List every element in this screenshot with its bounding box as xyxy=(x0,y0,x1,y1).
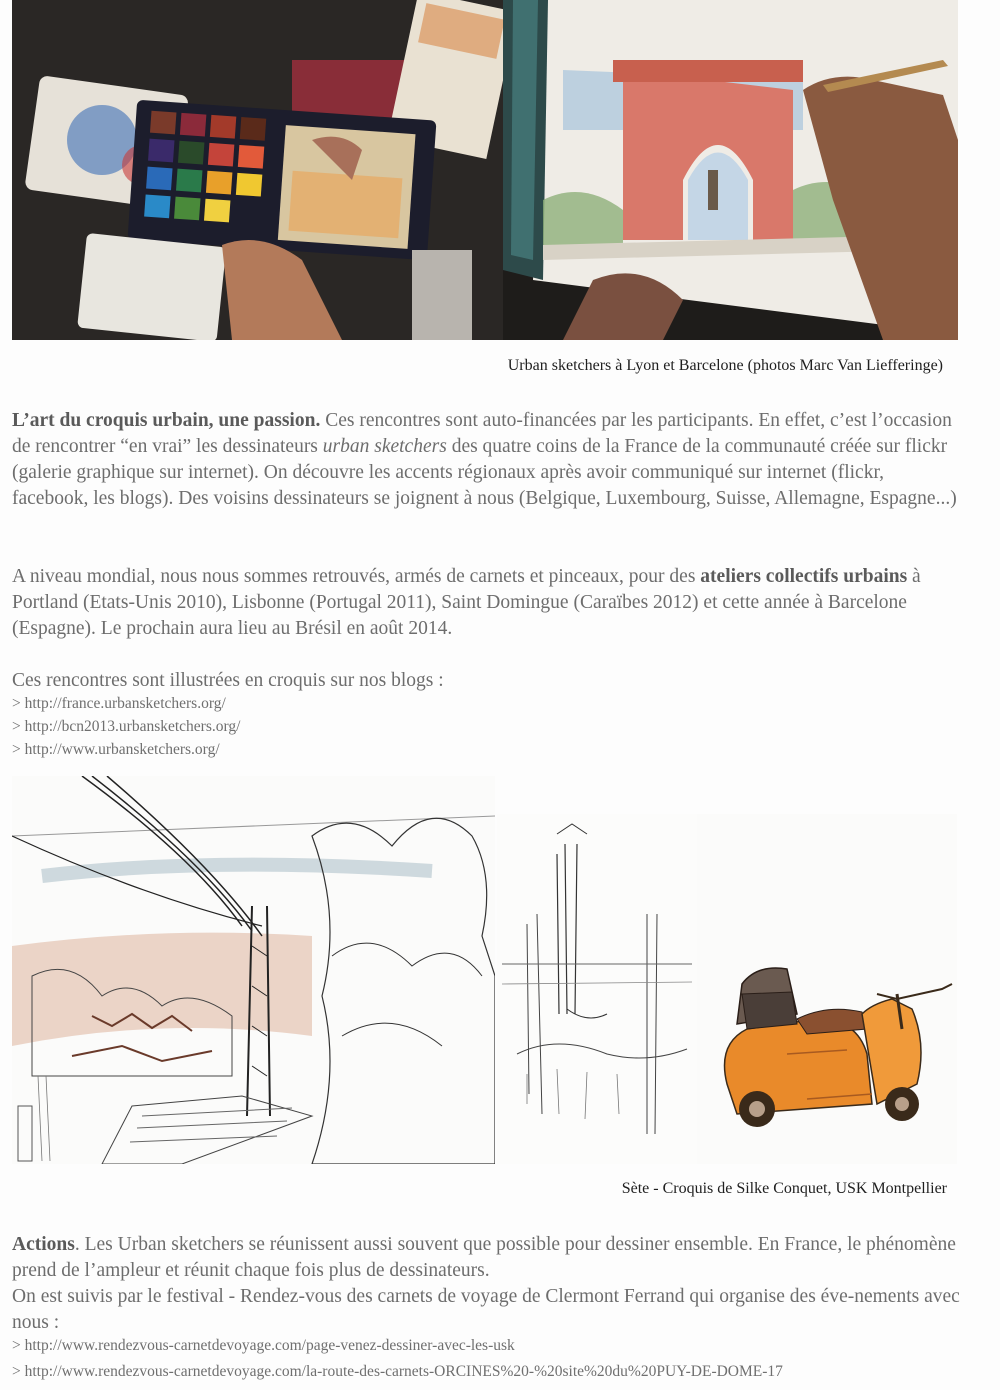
festival-link-item[interactable] xyxy=(12,1335,783,1361)
blog-link-item[interactable] xyxy=(12,717,240,740)
festival-link-route-des-carnets[interactable]: > http://www.rendezvous-carnetdevoyage.com/la-route-des-carnets-ORCINES%20-%20site%20du%20PUY-DE-DOME-17 xyxy=(12,1363,783,1380)
paragraph-text: A niveau mondial, nous nous sommes retrouvés, armés de carnets et pinceaux, pour des xyxy=(12,566,701,587)
paragraph-text: . Les Urban sketchers se réunissent aussi souvent que possible pour dessiner ensemble. En France, le phénomène prend de l’ampleur et réunit chaque fois plus de dessinateurs. xyxy=(12,1234,956,1281)
blog-link-item[interactable] xyxy=(12,694,240,717)
blog-links-list xyxy=(12,694,240,763)
photos-caption: Urban sketchers à Lyon et Barcelone (photos Marc Van Liefferinge) xyxy=(507,357,943,374)
paragraph-text: à Portland (Etats-Unis 2010), Lisbonne (Portugal 2011), Saint Domingue (Caraïbes 2012) et cette année à Barcelone (Espagne). Le prochain aura lieu au Brésil en août 2014. xyxy=(12,566,921,639)
paragraph-text: des quatre coins de la France de la communauté créée sur flickr (galerie graphique sur internet). On découvre les accents régionaux après avoir communiqué sur internet (flickr, facebook, les blogs). Des voisins dessinateurs se joignent à nous (Belgique, Luxembourg, Suisse, Allemagne, Espagne...) xyxy=(12,436,957,509)
sketches-caption: Sète - Croquis de Silke Conquet, USK Montpellier xyxy=(621,1180,947,1197)
sketch-scooter xyxy=(697,814,957,1164)
paragraph-bold: ateliers collectifs urbains xyxy=(700,566,908,587)
paragraph-actions xyxy=(12,1232,962,1336)
festival-link-item[interactable] xyxy=(12,1361,783,1387)
blogs-intro: Ces rencontres sont illustrées en croquis sur nos blogs : xyxy=(12,670,444,691)
sketch-canal-bridge xyxy=(497,814,697,1164)
blog-link-france[interactable]: > http://france.urbansketchers.org/ xyxy=(12,695,226,712)
paragraph-lead: Actions xyxy=(12,1234,75,1255)
blog-link-bcn2013[interactable]: > http://bcn2013.urbansketchers.org/ xyxy=(12,718,241,735)
festival-link-venez-dessiner[interactable]: > http://www.rendezvous-carnetdevoyage.com/page-venez-dessiner-avec-les-usk xyxy=(12,1337,515,1354)
blog-link-item[interactable] xyxy=(12,740,240,763)
blog-link-world[interactable]: > http://www.urbansketchers.org/ xyxy=(12,741,220,758)
paragraph-italic: urban sketchers xyxy=(322,436,447,457)
festival-links-list xyxy=(12,1335,783,1387)
photo-arch-sketch xyxy=(503,0,958,340)
paragraph-lead: L’art du croquis urbain, une passion. xyxy=(12,410,321,431)
sketch-sete-view xyxy=(12,776,495,1164)
paragraph-text: Ces rencontres sont auto-financées par les participants. En effet, c’est l’occasion de rencontrer “en vrai” les dessinateurs xyxy=(12,410,952,457)
paragraph-text: On est suivis par le festival - Rendez-vous des carnets de voyage de Clermont Ferrand qui organise des éve-nements avec nous : xyxy=(12,1286,960,1333)
paragraph-niveau-mondial xyxy=(12,564,962,642)
paragraph-art-du-croquis xyxy=(12,408,962,512)
photo-watercolor-palette xyxy=(12,0,503,340)
